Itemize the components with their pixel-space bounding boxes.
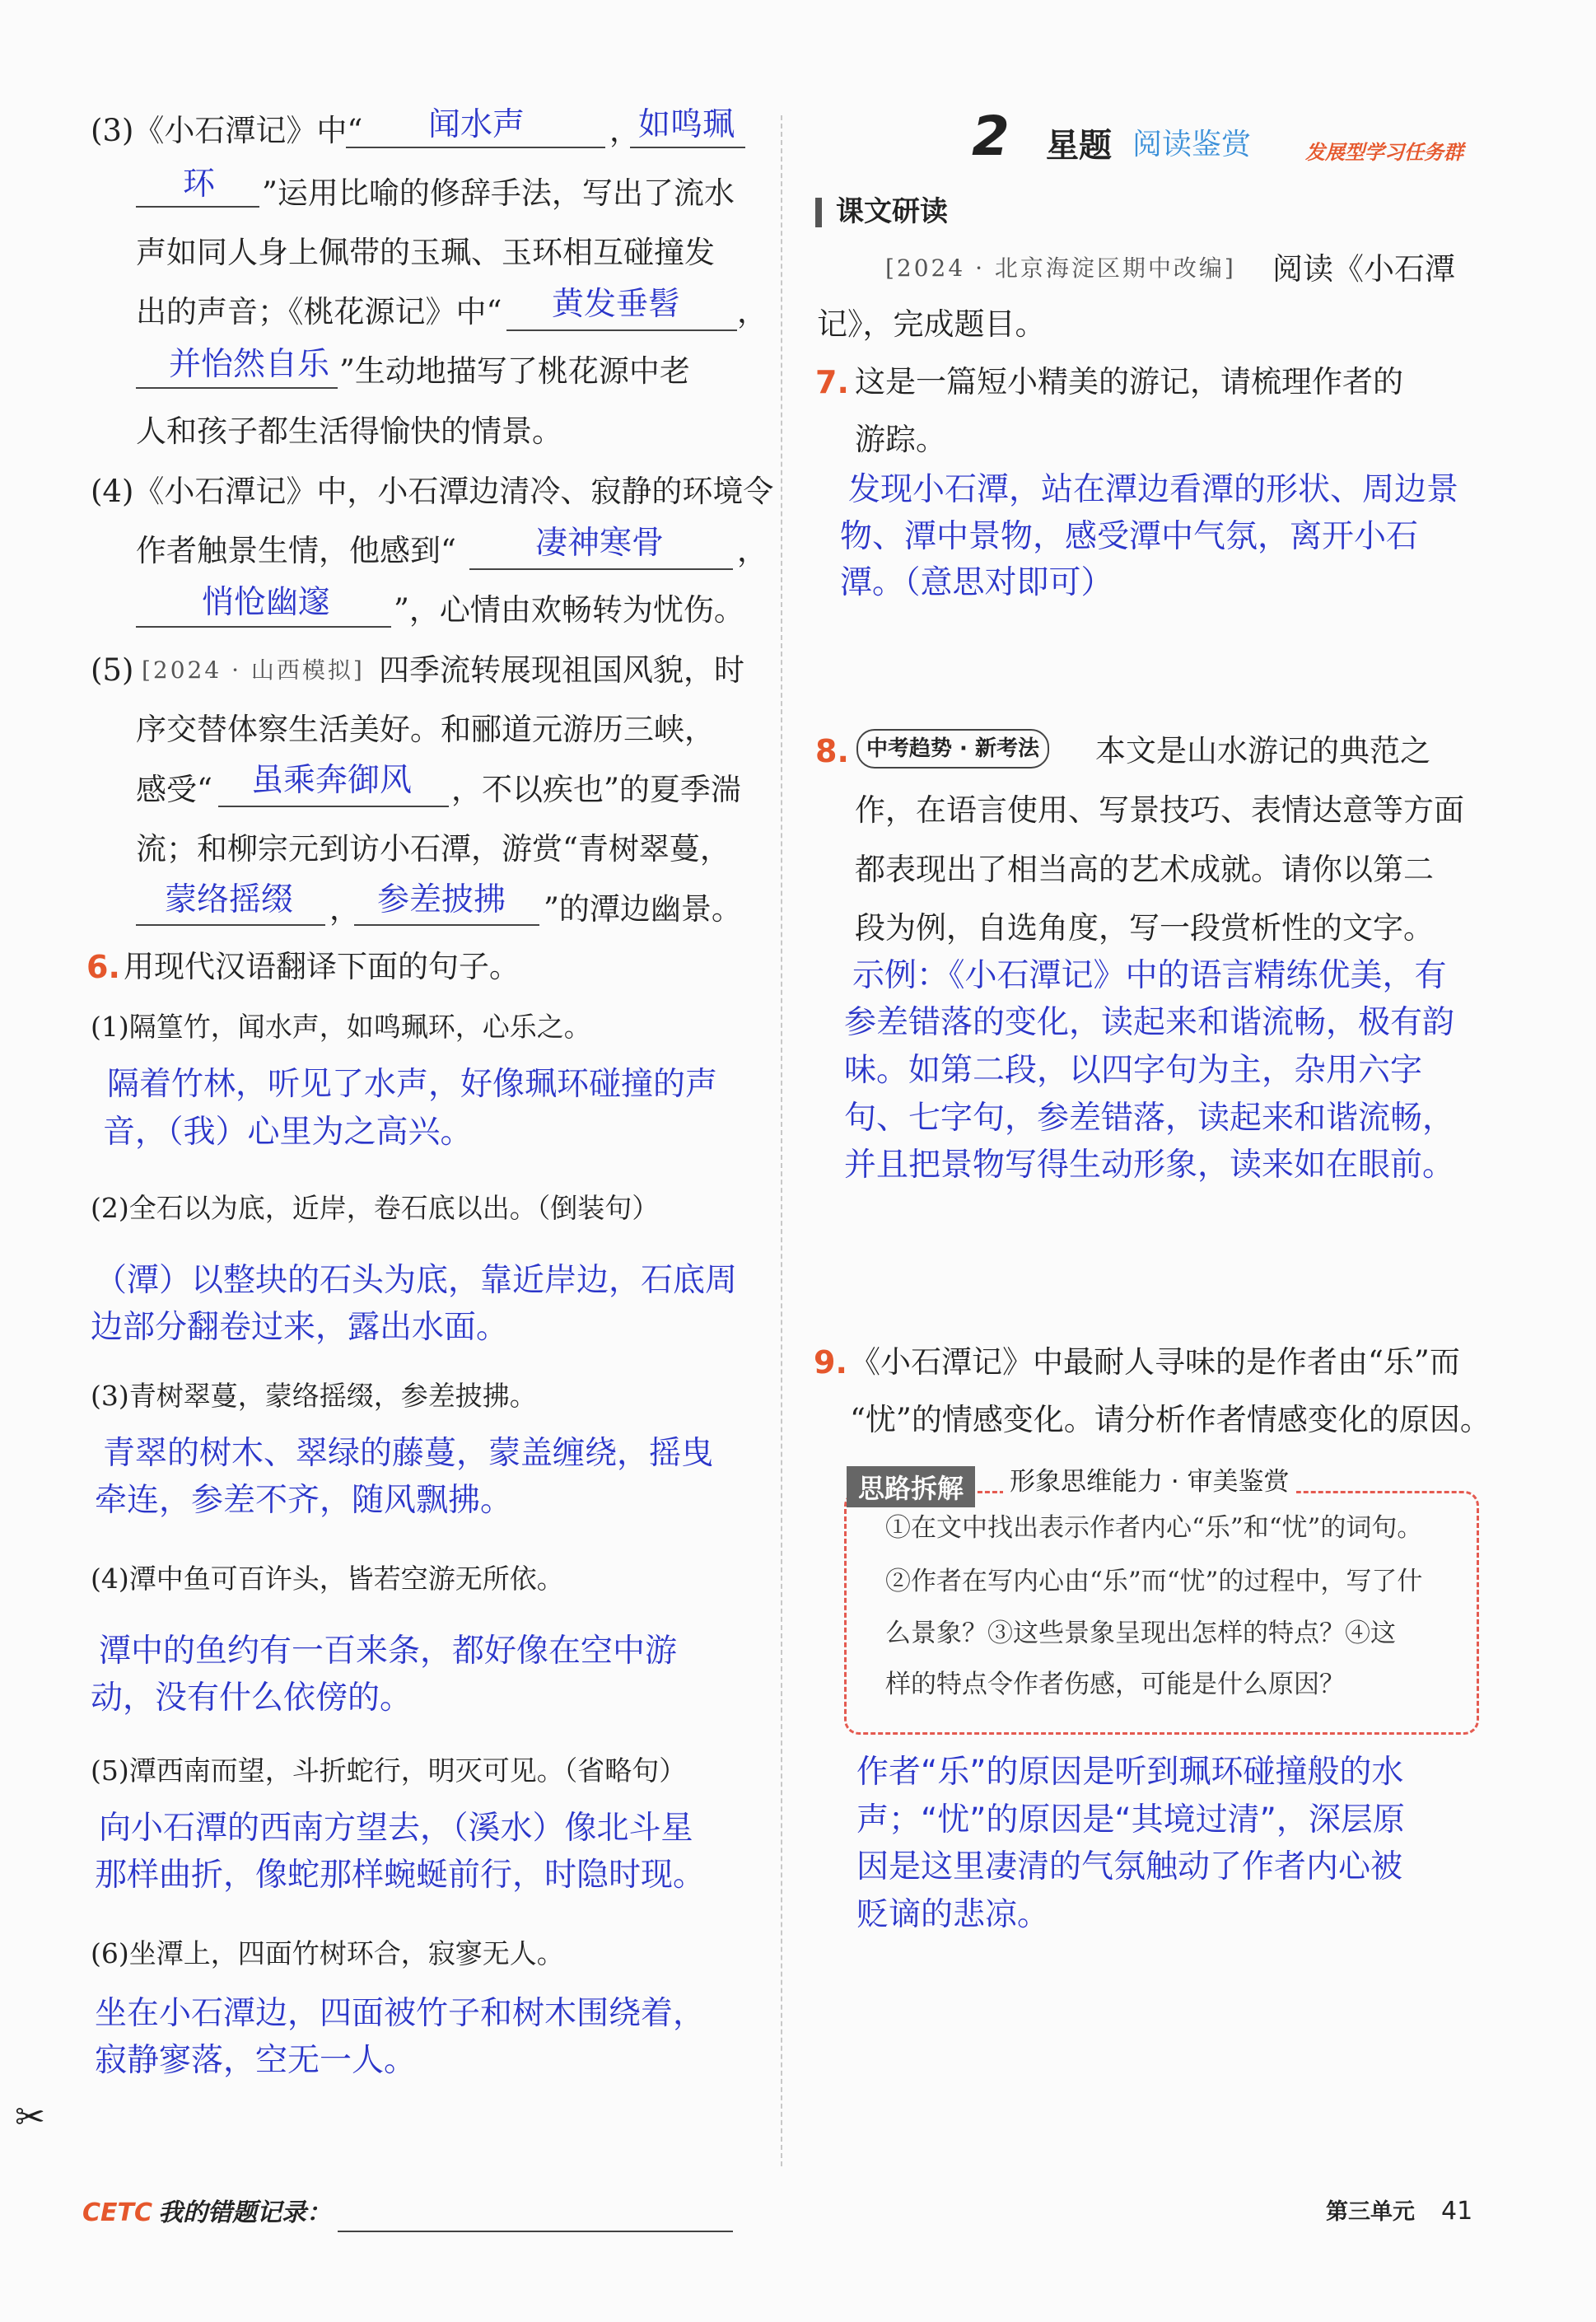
q5-3-line5b: ”生动地描写了桃花源中老 [339,353,690,389]
q7-answer-line1: 发现小石潭，站在潭边看潭的形状、周边景 [848,471,1459,508]
q5-3-line1a: (3)《小石潭记》中“ [91,113,363,148]
answer-text: 并怡然自乐 [169,346,330,383]
answer-5-line1: 向小石潭的西南方望去，（溪水）像北斗星 [99,1810,693,1847]
answer-text: 虽乘奔御风 [251,762,413,799]
tip-line2: ②作者在写内心由“乐”而“忧”的过程中，写了什 [885,1567,1423,1596]
q9-answer-line1: 作者“乐”的原因是听到珮环碰撞般的水 [856,1754,1404,1791]
intro-line1: 阅读《小石潭 [1272,251,1455,287]
new-exam-tag: 中考趋势 · 新考法 [856,729,1049,769]
star-number: 2 [972,105,1010,168]
answer-text: 蒙络摇缀 [165,881,294,918]
tip-line3: 么景象？③这些景象呈现出怎样的特点？④这 [885,1619,1396,1648]
sentence-5: (5)潭西南而望，斗折蛇行，明灭可见。（省略句） [91,1754,687,1787]
sentence-3: (3)青树翠蔓，蒙络摇缀，参差披拂。 [91,1380,537,1412]
q7-answer-line3: 潭。（意思对即可） [840,564,1113,601]
question-title: 用现代汉语翻译下面的句子。 [124,949,520,984]
q9-line1: 《小石潭记》中最耐人寻味的是作者由“乐”而 [850,1344,1460,1380]
answer-4-line1: 潭中的鱼约有一百来条，都好像在空中游 [99,1633,678,1670]
answer-4-line2: 动，没有什么依傍的。 [91,1680,413,1717]
blank-line [136,924,325,926]
answer-1-line2: 音，（我）心里为之高兴。 [103,1114,473,1151]
tip-label: 思路拆解 [847,1466,975,1507]
q5-5-line1: 四季流转展现祖国风貌，时 [379,652,744,688]
q5-3-line2b: ”运用比喻的修辞手法，写出了流水 [262,175,735,211]
answer-3-line2: 牵连，参差不齐，随风飘拂。 [95,1482,513,1519]
column-divider [781,115,782,2166]
q5-3-line4a: 出的声音；《桃花源记》中“ [136,294,502,329]
q9-line2: “忧”的情感变化。请分析作者情感变化的原因。 [850,1402,1491,1437]
star-title: 星题 [1046,127,1112,165]
q5-4-line2b: ， [737,533,768,568]
section-marker [815,198,822,227]
q5-3-line4b: ， [737,294,768,329]
error-record-line [338,2231,733,2232]
q7-answer-line2: 物、潭中景物，感受潭中气氛，离开小石 [840,518,1419,555]
q8-answer-line1: 示例：《小石潭记》中的语言精练优美，有 [852,957,1447,994]
blank-line [136,206,259,208]
answer-text: 闻水声 [428,106,525,143]
answer-text: 参差披拂 [377,881,506,918]
answer-5-line2: 那样曲折，像蛇那样蜿蜒前行，时隐时现。 [95,1857,706,1894]
q8-answer-line3: 味。如第二段，以四字句为主，杂用六字 [844,1052,1423,1089]
q5-3-line6: 人和孩子都生活得愉快的情景。 [136,413,562,449]
source-tag: [2024 · 山西模拟] [142,656,365,684]
q9-answer-line2: 声；“忧”的原因是“其境过清”，深层原 [856,1801,1405,1838]
q5-5-line5b: ”的潭边幽景。 [544,891,742,927]
answer-text: 悄怆幽邃 [202,584,331,621]
q7-line1: 这是一篇短小精美的游记，请梳理作者的 [855,364,1403,399]
sentence-6: (6)坐潭上，四面竹树环合，寂寥无人。 [91,1937,564,1969]
source-tag: [2024 · 北京海淀区期中改编] [885,255,1236,282]
q5-5-line3b: ，不以疾也”的夏季湍 [451,772,741,807]
q5-5-number: (5) [91,652,134,688]
answer-2-line2: 边部分翻卷过来，露出水面。 [91,1309,509,1346]
page-number: 41 [1441,2197,1473,2226]
q8-line4: 段为例，自选角度，写一段赏析性的文字。 [855,910,1434,946]
intro-line2: 记》，完成题目。 [817,306,1046,342]
q5-5-line3a: 感受“ [136,772,212,807]
blank-line [136,387,338,389]
sentence-4: (4)潭中鱼可百许头，皆若空游无所依。 [91,1563,564,1595]
tip-line4: 样的特点令作者伤感，可能是什么原因？ [885,1670,1345,1699]
q8-answer-line4: 句、七字句，参差错落，读起来和谐流畅， [844,1100,1455,1137]
blank-line [630,147,745,148]
q5-4-line3b: ”，心情由欢畅转为忧伤。 [394,592,744,628]
q5-5-line5a: ， [329,891,360,927]
scissors-icon: ✂ [15,2096,45,2138]
answer-text: 如鸣珮 [638,106,735,143]
tip-line1: ①在文中找出表示作者内心“乐”和“忧”的词句。 [885,1513,1423,1543]
answer-1-line1: 隔着竹林，听见了水声，好像珮环碰撞的声 [107,1066,718,1103]
brand-logo: CETC [82,2198,152,2227]
task-group-label: 发展型学习任务群 [1305,141,1463,164]
error-record-label: 我的错题记录： [158,2198,331,2227]
q9-answer-line4: 贬谪的悲凉。 [856,1896,1050,1933]
sentence-1: (1)隔篁竹，闻水声，如鸣珮环，心乐之。 [91,1011,591,1043]
q8-line3: 都表现出了相当高的艺术成就。请你以第二 [855,852,1434,887]
blank-line [218,806,449,807]
q5-4-line2a: 作者触景生情，他感到“ [136,533,456,568]
q7-line2: 游踪。 [855,422,946,457]
answer-text: 凄神寒骨 [535,525,665,562]
q5-5-line2: 序交替体察生活美好。和郦道元游历三峡， [136,712,715,747]
q8-line2: 作，在语言使用、写景技巧、表情达意等方面 [855,792,1464,828]
answer-text: 黄发垂髫 [552,286,681,323]
section-header [972,105,1515,168]
q8-answer-line5: 并且把景物写得生动形象，读来如在眼前。 [844,1147,1455,1184]
answer-2-line1: （潭）以整块的石头为底，靠近岸边，石底周 [95,1262,738,1299]
q5-4-line1: (4)《小石潭记》中，小石潭边清冷、寂静的环境令 [91,474,774,509]
blank-line [506,329,737,331]
section-title: 课文研读 [836,195,948,228]
answer-text: 环 [183,166,216,203]
q5-5-line4: 流；和柳宗元到访小石潭，游赏“青树翠蔓， [136,831,730,867]
sentence-2: (2)全石以为底，近岸，卷石底以出。（倒装句） [91,1192,660,1224]
blank-line [346,147,605,148]
answer-3-line1: 青翠的树木、翠绿的藤蔓，蒙盖缠绕，摇曳 [103,1435,714,1472]
answer-6-line1: 坐在小石潭边，四面被竹子和树木围绕着， [95,1995,706,2032]
unit-label: 第三单元 [1326,2199,1415,2225]
blank-line [469,568,733,570]
q5-3-line1b: ， [609,113,640,148]
q8-answer-line2: 参差错落的变化，读起来和谐流畅，极有韵 [844,1004,1455,1041]
question-number: 8. [815,733,849,769]
section-title: 阅读鉴赏 [1132,128,1252,161]
tip-title: 形象思维能力 · 审美鉴赏 [1003,1469,1296,1495]
blank-line [354,924,539,926]
q8-line1: 本文是山水游记的典范之 [1095,733,1430,769]
question-number: 6. [86,949,120,985]
q9-answer-line3: 因是这里凄清的气氛触动了作者内心被 [856,1848,1403,1885]
blank-line [136,626,391,628]
q5-3-line3: 声如同人身上佩带的玉珮、玉环相互碰撞发 [136,235,715,270]
question-number: 7. [815,364,849,400]
question-number: 9. [814,1344,847,1381]
answer-6-line2: 寂静寥落，空无一人。 [95,2042,417,2079]
